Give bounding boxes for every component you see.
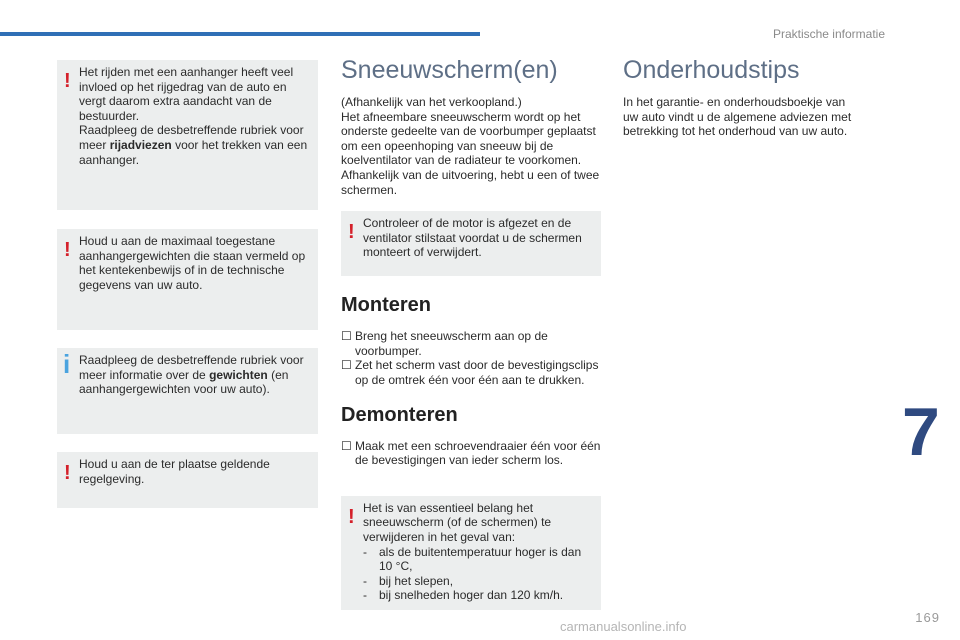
checkbox-icon: ☐	[341, 358, 352, 373]
intro-line: Het afneembare sneeuwscherm wordt op het onderste gedeelte van de voorbumper geplaatst om een opeenhoping van sneeuw bij de koelventilator van de radiateur te voorkomen.	[341, 109, 596, 168]
info-box-weights	[57, 348, 318, 434]
warning-box-regulations	[57, 452, 318, 508]
maintenance-text: In het garantie- en onderhoudsboekje van uw auto vindt u de algemene adviezen met betrekking tot het onderhoud van uw auto.	[623, 95, 852, 139]
warning-icon: !	[64, 70, 71, 92]
warning-box-engine	[341, 211, 601, 276]
header-bar	[0, 32, 480, 36]
section-title: Onderhoudstips	[623, 56, 800, 84]
watermark: carmanualsonline.info	[560, 619, 687, 634]
warning-icon: !	[348, 221, 355, 244]
checkbox-icon: ☐	[341, 438, 352, 453]
mount-title: Monteren	[341, 294, 431, 317]
section-title: Sneeuwscherm(en)	[341, 56, 558, 84]
warning-text: Houd u aan de ter plaatse geldende regelgeving.	[79, 457, 270, 486]
list-item: - als de buitentemperatuur hoger is dan 10 °C,	[363, 544, 582, 574]
warning-text: Houd u aan de maximaal toegestane aanhangergewichten die staan vermeld op het kentekenbewijs of in de technische gegevens van uw auto.	[79, 234, 306, 292]
warning-box-remove	[341, 496, 601, 610]
remove-title: Demonteren	[341, 403, 458, 426]
list-item: ☐ Maak met een schroevendraaier één voor één de bevestigingen van ieder scherm los.	[341, 438, 601, 468]
warning-box-weights	[57, 229, 318, 330]
warning-text: Controleer of de motor is afgezet en de ventilator stilstaat voordat u de schermen monteert of verwijdert.	[363, 216, 582, 260]
list-item: ☐ Breng het sneeuwscherm aan op de voorbumper.	[341, 329, 548, 358]
info-text: Raadpleeg de desbetreffende rubriek voor meer informatie over de gewichten (en aanhangergewichten voor uw auto).	[79, 353, 304, 397]
section-label: Praktische informatie	[772, 27, 885, 41]
warning-box-trailer	[57, 60, 318, 210]
maintenance-section	[623, 56, 863, 139]
list-item: - bij snelheden hoger dan 120 km/h.	[363, 588, 564, 603]
info-icon: i	[63, 349, 71, 379]
snow-screen-section	[341, 56, 605, 610]
intro-line: (Afhankelijk van het verkoopland.)	[341, 95, 522, 109]
warning-text: Het is van essentieel belang het sneeuwscherm (of de schermen) te verwijderen in het geval van:	[363, 500, 552, 544]
chapter-number: 7	[902, 394, 940, 470]
intro-line: Afhankelijk van de uitvoering, hebt u een of twee schermen.	[341, 167, 600, 197]
warning-icon: !	[64, 462, 71, 484]
warning-text: Het rijden met een aanhanger heeft veel invloed op het rijgedrag van de auto en vergt daarom extra aandacht van de bestuurder. Raadpleeg de desbetreffende rubriek voor meer rijadviezen voor het trekken van een aanhanger.	[79, 65, 308, 167]
page-number: 169	[915, 610, 940, 625]
list-item: ☐ Zet het scherm vast door de bevestigingsclips op de omtrek één voor één aan te drukken.	[341, 358, 599, 387]
list-item: - bij het slepen,	[363, 573, 454, 588]
warning-icon: !	[64, 239, 71, 261]
warning-icon: !	[348, 505, 355, 528]
checkbox-icon: ☐	[341, 329, 352, 344]
